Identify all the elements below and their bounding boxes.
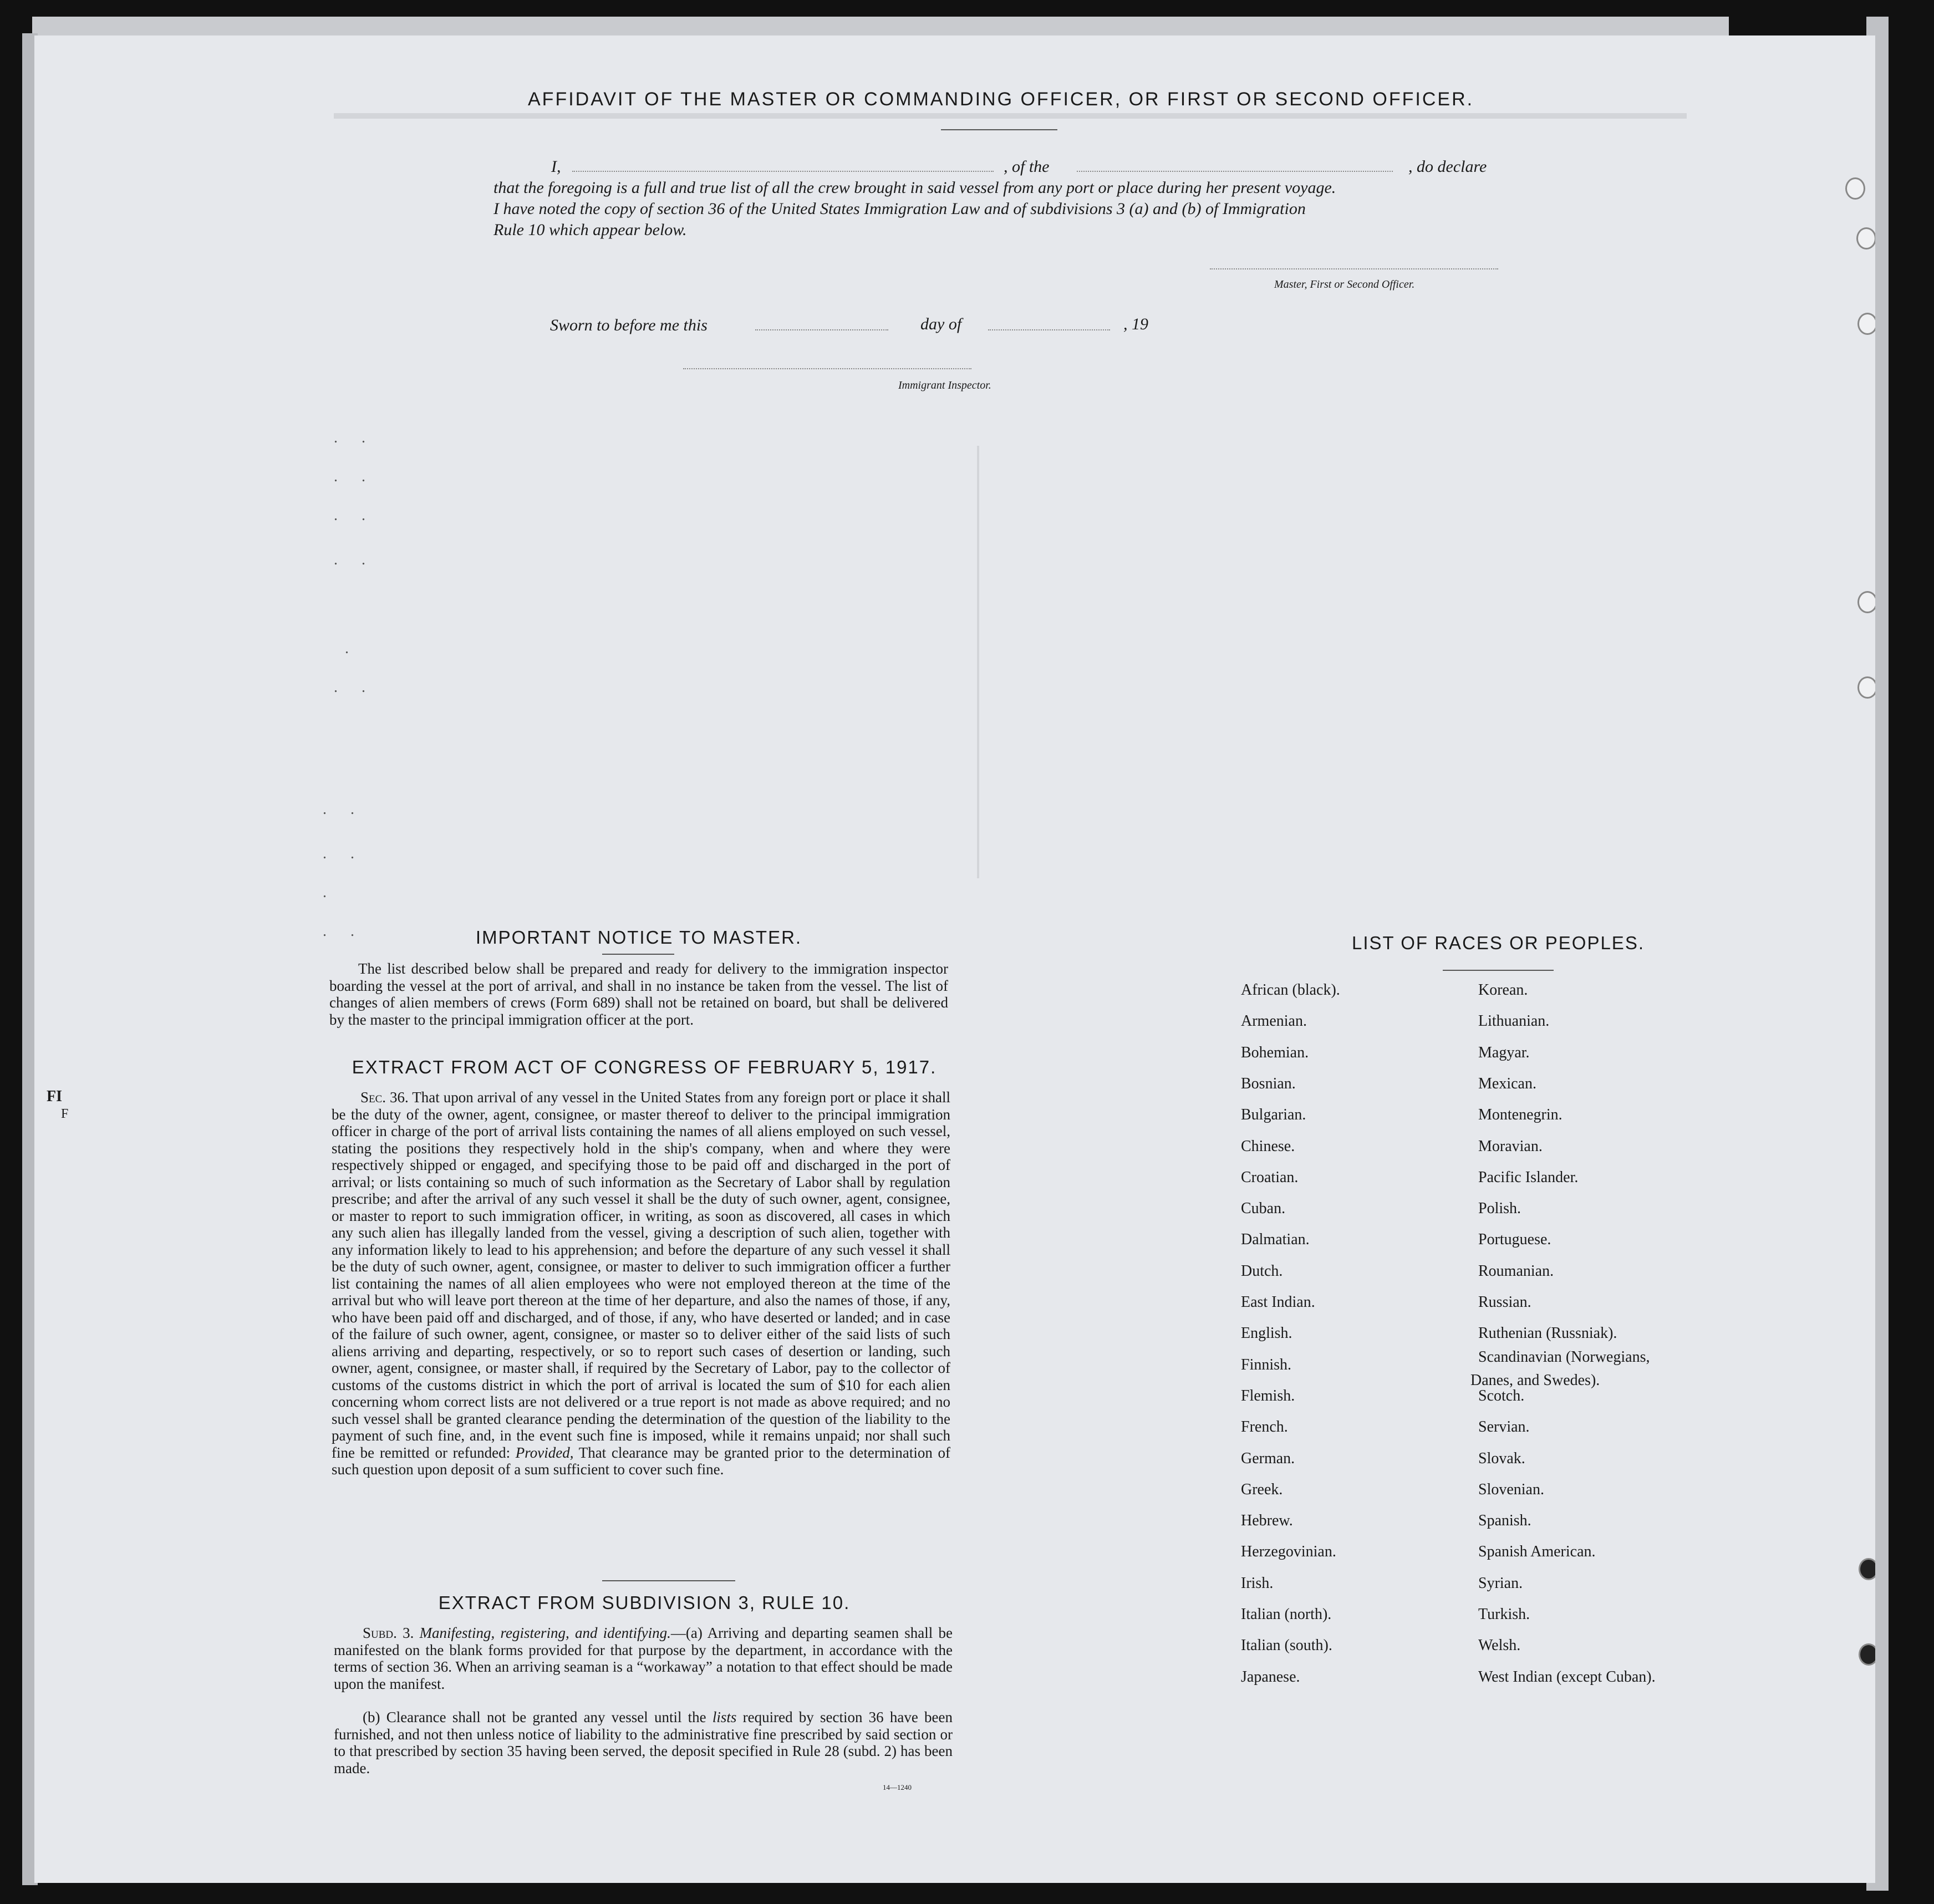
- month-blank: [988, 329, 1110, 330]
- rule-subd-label: Subd. 3.: [363, 1625, 414, 1641]
- race-item: Slovak.: [1478, 1450, 1525, 1467]
- race-item: Greek.: [1241, 1481, 1283, 1498]
- race-item: Pacific Islander.: [1478, 1169, 1579, 1186]
- binding-hole: [1845, 177, 1865, 200]
- bleed-through-mark: [977, 446, 979, 878]
- race-item: Bohemian.: [1241, 1044, 1309, 1061]
- inspector-caption: Immigrant Inspector.: [898, 379, 991, 391]
- race-item: Russian.: [1478, 1294, 1531, 1311]
- race-item: German.: [1241, 1450, 1295, 1467]
- races-heading: LIST OF RACES OR PEOPLES.: [1351, 933, 1645, 953]
- act-provided: Provided,: [515, 1444, 574, 1461]
- race-item: French.: [1241, 1418, 1288, 1435]
- notice-heading: IMPORTANT NOTICE TO MASTER.: [475, 927, 802, 948]
- race-item: Mexican.: [1478, 1075, 1536, 1092]
- race-item: Ruthenian (Russniak).: [1478, 1325, 1617, 1342]
- rule-para-b-start: (b) Clearance shall not be granted any vessel until the: [363, 1709, 706, 1725]
- races-rule: [1443, 970, 1554, 971]
- binding-hole: [1857, 591, 1875, 613]
- rule-para-b-end: required by section 36 have been furnished, and not then unless notice of liability to the administrative fine prescribed by said section or to that prescribed by section 35 having been served, the deposit specified in Rule 28 (subd. 2) has been made.: [334, 1709, 953, 1776]
- race-item: Italian (north).: [1241, 1606, 1332, 1623]
- bleed-through-mark: [334, 113, 1687, 119]
- rule-heading: EXTRACT FROM SUBDIVISION 3, RULE 10.: [438, 1592, 851, 1613]
- dot-marks: . .: [334, 507, 375, 524]
- notice-rule: [602, 954, 674, 955]
- dot-marks: .: [345, 640, 359, 657]
- race-item: Turkish.: [1478, 1606, 1530, 1623]
- dot-marks: . .: [334, 468, 375, 485]
- act-body: That upon arrival of any vessel in the United States from any foreign port or place it shall be the duty of the owner, agent, consignee, or master thereof to deliver to the principal immigration officer in charge of the port of arrival lists containing the names of all aliens employed on such vessel, stating the positions they respectively hold in the ship's company, when and where they were respectively shipped or engaged, and specifying those to be paid off and discharged in the port of arrival; or lists containing so much of such information as the Secretary of Labor shall by regulation prescribe; and after the arrival of any such vessel it shall be the duty of such owner, agent, consignee, or master to report to such immigration officer, in writing, as soon as discovered, all cases in which any such alien has illegally landed from the vessel, giving a description of such alien, together with any information likely to lead to his apprehension; and before the departure of any such vessel it shall be the duty of such owner, agent, consignee, or master to deliver to such immigration officer a further list containing the names of all alien employees who were not employed thereon at the time of the arrival but who will leave port thereon at the time of her departure, and also the names of those, if any, who have been paid off and discharged, and of those, if any, who have deserted or landed; and in case of the failure of such owner, agent, consignee, or master so to deliver either of the said lists of such aliens arriving and departing, respectively, or so to report such cases of desertion or landing, such owner, agent, consignee, or master shall, if required by the Secretary of Labor, pay to the collector of customs of the customs district in which the port of arrival is located the sum of $10 for each alien concerning whom correct lists are not delivered or a true report is not made as above required; and no such vessel shall be granted clearance pending the determination of the question of the liability to the payment of such fine, and, in the event such fine is imposed, while it remains unpaid; nor shall such fine be remitted or refunded:: [332, 1089, 950, 1461]
- race-item: Syrian.: [1478, 1575, 1523, 1592]
- act-rule: [602, 1580, 735, 1581]
- race-item: Flemish.: [1241, 1387, 1295, 1404]
- race-item: English.: [1241, 1325, 1292, 1342]
- notice-text: The list described below shall be prepared and ready for delivery to the immigration inspector boarding the vessel at the port of arrival, and shall in no instance be taken from the vessel. The list of changes of alien members of crews (Form 689) shall not be retained on board, but shall be delivered by the master to the principal immigration officer at the port.: [329, 960, 948, 1028]
- race-item: Bosnian.: [1241, 1075, 1296, 1092]
- binding-hole: [1856, 227, 1875, 250]
- race-item: Scotch.: [1478, 1387, 1525, 1404]
- title-rule: [941, 129, 1057, 130]
- race-item: Servian.: [1478, 1418, 1530, 1435]
- margin-text-f: F: [61, 1107, 69, 1121]
- document-page: [34, 35, 1875, 1883]
- affidavit-of-the: , of the: [1004, 157, 1050, 176]
- officer-signature-line: [1210, 268, 1498, 269]
- race-item: Lithuanian.: [1478, 1012, 1550, 1030]
- race-item: Roumanian.: [1478, 1262, 1554, 1280]
- affidavit-line-3: I have noted the copy of section 36 of the United States Immigration Law and of subdivisions 3 (a) and (b) of Immigration: [493, 200, 1306, 218]
- dot-marks: . .: [334, 551, 375, 568]
- race-item: Dalmatian.: [1241, 1231, 1310, 1248]
- vessel-blank: [1077, 171, 1393, 172]
- race-item: Moravian.: [1478, 1138, 1543, 1155]
- affidavit-title: AFFIDAVIT OF THE MASTER OR COMMANDING OFFICER, OR FIRST OR SECOND OFFICER.: [528, 89, 1474, 110]
- race-item: Slovenian.: [1478, 1481, 1544, 1498]
- race-item: Spanish American.: [1478, 1543, 1596, 1560]
- race-item: Croatian.: [1241, 1169, 1299, 1186]
- affidavit-line-4: Rule 10 which appear below.: [493, 221, 687, 239]
- act-body-end: That clearance may be granted prior to the determination of such question upon deposit of a sum sufficient to cover such fine.: [332, 1444, 951, 1478]
- binding-hole: [1857, 676, 1875, 699]
- race-item: Polish.: [1478, 1200, 1521, 1217]
- race-item: Portuguese.: [1478, 1231, 1551, 1248]
- officer-caption: Master, First or Second Officer.: [1274, 278, 1415, 291]
- day-of-text: day of: [920, 315, 962, 333]
- rule-para-b-lists: lists: [712, 1709, 737, 1725]
- dot-marks: . .: [334, 679, 375, 696]
- race-item: Chinese.: [1241, 1138, 1295, 1155]
- race-item: Italian (south).: [1241, 1637, 1332, 1654]
- dot-marks: . .: [323, 845, 364, 862]
- affidavit-i: I,: [551, 157, 561, 176]
- year-text: , 19: [1123, 315, 1148, 333]
- race-item: Bulgarian.: [1241, 1106, 1306, 1123]
- race-item: West Indian (except Cuban).: [1478, 1668, 1656, 1686]
- inspector-signature-line: [683, 368, 971, 369]
- race-item: Korean.: [1478, 981, 1528, 999]
- race-item: Magyar.: [1478, 1044, 1530, 1061]
- race-item: Spanish.: [1478, 1512, 1531, 1529]
- act-section-label: Sec. 36.: [360, 1089, 409, 1106]
- dot-marks: . .: [334, 429, 375, 446]
- binding-hole: [1859, 1558, 1875, 1580]
- affidavit-do-declare: , do declare: [1408, 157, 1487, 176]
- act-text: [332, 1089, 950, 1478]
- act-heading: EXTRACT FROM ACT OF CONGRESS OF FEBRUARY 5, 1917.: [352, 1057, 937, 1077]
- race-item: Scandinavian (Norwegians,: [1478, 1348, 1650, 1366]
- race-item: Montenegrin.: [1478, 1106, 1563, 1123]
- race-item: African (black).: [1241, 981, 1340, 999]
- race-item: Cuban.: [1241, 1200, 1286, 1217]
- name-blank: [572, 171, 994, 172]
- rule-para-a-text: —(a) Arriving and departing seamen shall be manifested on the blank forms provided for that purpose by the department, in accordance with the terms of section 36. When an arriving seaman is a “workaway” a notation to that effect should be made upon the manifest.: [334, 1625, 953, 1692]
- rule-para-b: [334, 1709, 953, 1776]
- dot-marks: .: [323, 884, 337, 901]
- rule-subd-title: Manifesting, registering, and identifying.: [419, 1625, 671, 1641]
- race-item: Hebrew.: [1241, 1512, 1293, 1529]
- binding-hole: [1857, 313, 1875, 335]
- race-item: Welsh.: [1478, 1637, 1521, 1654]
- race-item: Armenian.: [1241, 1012, 1307, 1030]
- binding-hole: [1859, 1643, 1875, 1666]
- race-item-scandinavian-cont: Danes, and Swedes).: [1470, 1372, 1600, 1389]
- day-blank: [755, 329, 888, 330]
- form-number: 14—1240: [883, 1783, 912, 1791]
- dot-marks: . .: [323, 801, 364, 818]
- race-item: Irish.: [1241, 1575, 1274, 1592]
- dot-marks: . .: [323, 923, 364, 940]
- race-item: Herzegovinian.: [1241, 1543, 1336, 1560]
- margin-text-fi: FI: [47, 1088, 62, 1105]
- race-item: East Indian.: [1241, 1294, 1315, 1311]
- rule-para-a: [334, 1625, 953, 1692]
- race-item: Japanese.: [1241, 1668, 1300, 1686]
- affidavit-line-2: that the foregoing is a full and true list of all the crew brought in said vessel from any port or place during her present voyage.: [493, 179, 1336, 197]
- race-item: Dutch.: [1241, 1262, 1283, 1280]
- sworn-text: Sworn to before me this: [550, 316, 708, 334]
- race-item: Finnish.: [1241, 1356, 1292, 1373]
